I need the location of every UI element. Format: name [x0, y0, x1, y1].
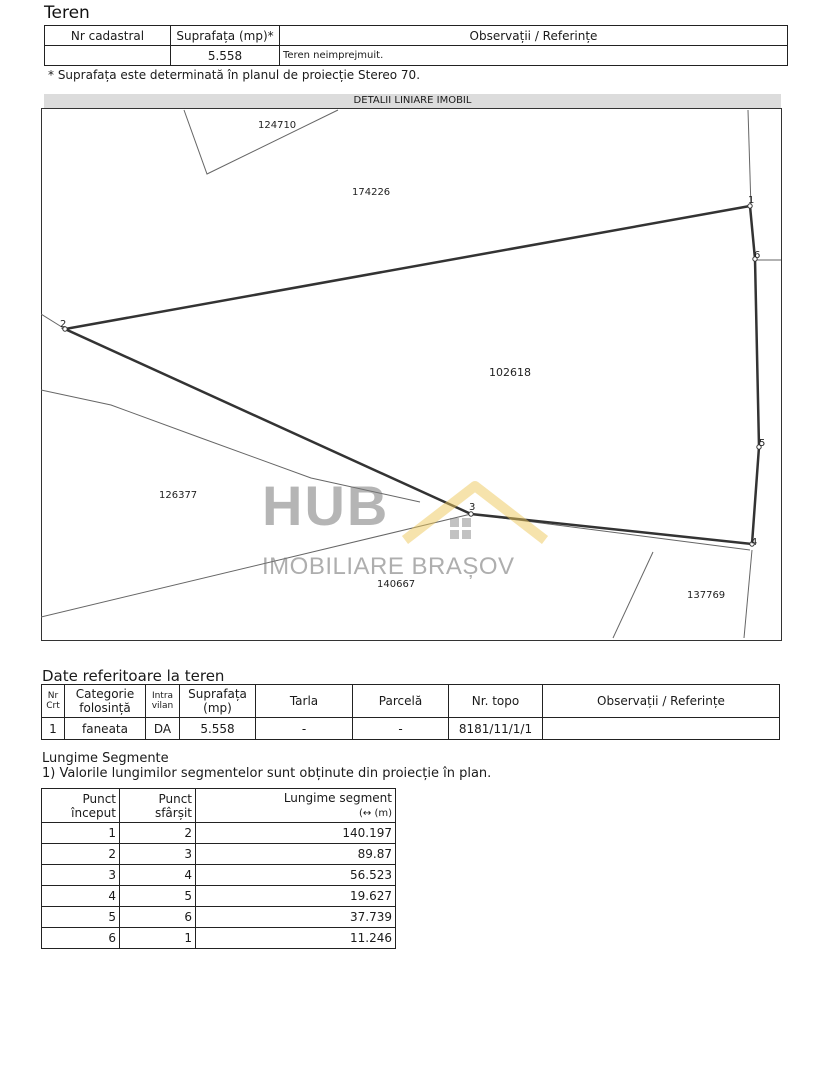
cell-length: 140.197: [196, 823, 396, 844]
header-lungime-segment: Lungime segment (↔ (m): [196, 789, 396, 823]
cell-length: 56.523: [196, 865, 396, 886]
cell-nr-cadastral: [45, 46, 171, 66]
cell-length: 19.627: [196, 886, 396, 907]
table-row: [42, 886, 396, 907]
referitoare-table: [41, 684, 780, 740]
cell-start: 5: [42, 907, 120, 928]
lungime-title: Lungime Segmente: [42, 751, 169, 766]
cell-parcela: -: [353, 718, 449, 740]
header-punct-inceput: Punct început: [42, 789, 120, 823]
watermark-subtitle: IMOBILIARE BRAȘOV: [262, 553, 515, 580]
cell-observatii: Teren neimprejmuit.: [280, 46, 788, 66]
cell-nr-topo: 8181/11/1/1: [449, 718, 543, 740]
cell-end: 2: [120, 823, 196, 844]
parcel-label-140667: 140667: [377, 579, 416, 590]
referitoare-title: Date referitoare la teren: [42, 667, 225, 685]
table-row: [42, 844, 396, 865]
cell-start: 4: [42, 886, 120, 907]
cell-length: 11.246: [196, 928, 396, 949]
point-label-5: 5: [759, 438, 766, 449]
cell-suprafata: 5.558: [171, 46, 280, 66]
cell-categorie: faneata: [65, 718, 146, 740]
point-label-3: 3: [469, 502, 476, 513]
cell-length: 89.87: [196, 844, 396, 865]
watermark-roof-icon: [400, 478, 550, 546]
point-label-1: 1: [748, 195, 755, 206]
cell-start: 6: [42, 928, 120, 949]
section-title: Teren: [44, 3, 90, 23]
cell-observatii: [543, 718, 780, 740]
header-tarla: Tarla: [256, 685, 353, 718]
header-nr-crt: Nr Crt: [42, 685, 65, 718]
header-observatii: Observații / Referințe: [280, 26, 788, 46]
parcel-label-124710: 124710: [258, 120, 297, 131]
table-row: [42, 865, 396, 886]
point-label-6: 6: [754, 250, 761, 261]
cell-end: 6: [120, 907, 196, 928]
point-label-4: 4: [751, 537, 758, 548]
table-row: [42, 928, 396, 949]
cell-start: 3: [42, 865, 120, 886]
header-nr-cadastral: Nr cadastral: [45, 26, 171, 46]
teren-table: [44, 25, 788, 66]
parcel-label-102618: 102618: [489, 366, 531, 379]
point-label-2: 2: [60, 319, 67, 330]
parcel-label-126377: 126377: [159, 490, 198, 501]
cell-start: 2: [42, 844, 120, 865]
parcel-label-174226: 174226: [352, 187, 391, 198]
cell-end: 4: [120, 865, 196, 886]
segments-table: [41, 788, 396, 949]
header-punct-sfarsit: Punct sfârșit: [120, 789, 196, 823]
header-parcela: Parcelă: [353, 685, 449, 718]
cell-start: 1: [42, 823, 120, 844]
cell-end: 5: [120, 886, 196, 907]
cell-nr-crt: 1: [42, 718, 65, 740]
footnote: * Suprafața este determinată în planul de proiecție Stereo 70.: [48, 68, 421, 82]
table-row: [42, 907, 396, 928]
cell-end: 3: [120, 844, 196, 865]
plan-header: DETALII LINIARE IMOBIL: [44, 94, 781, 108]
cell-suprafata: 5.558: [180, 718, 256, 740]
header-intravilan: Intra vilan: [146, 685, 180, 718]
header-nr-topo: Nr. topo: [449, 685, 543, 718]
lungime-note: 1) Valorile lungimilor segmentelor sunt obținute din proiecție în plan.: [42, 766, 492, 781]
cell-tarla: -: [256, 718, 353, 740]
parcel-label-137769: 137769: [687, 590, 726, 601]
header-categorie: Categorie folosință: [65, 685, 146, 718]
cell-intravilan: DA: [146, 718, 180, 740]
header-suprafata: Suprafața (mp)*: [171, 26, 280, 46]
header-suprafata: Suprafața (mp): [180, 685, 256, 718]
table-row: [42, 823, 396, 844]
cell-end: 1: [120, 928, 196, 949]
cell-length: 37.739: [196, 907, 396, 928]
watermark-hub: HUB: [262, 474, 390, 537]
header-observatii: Observații / Referințe: [543, 685, 780, 718]
